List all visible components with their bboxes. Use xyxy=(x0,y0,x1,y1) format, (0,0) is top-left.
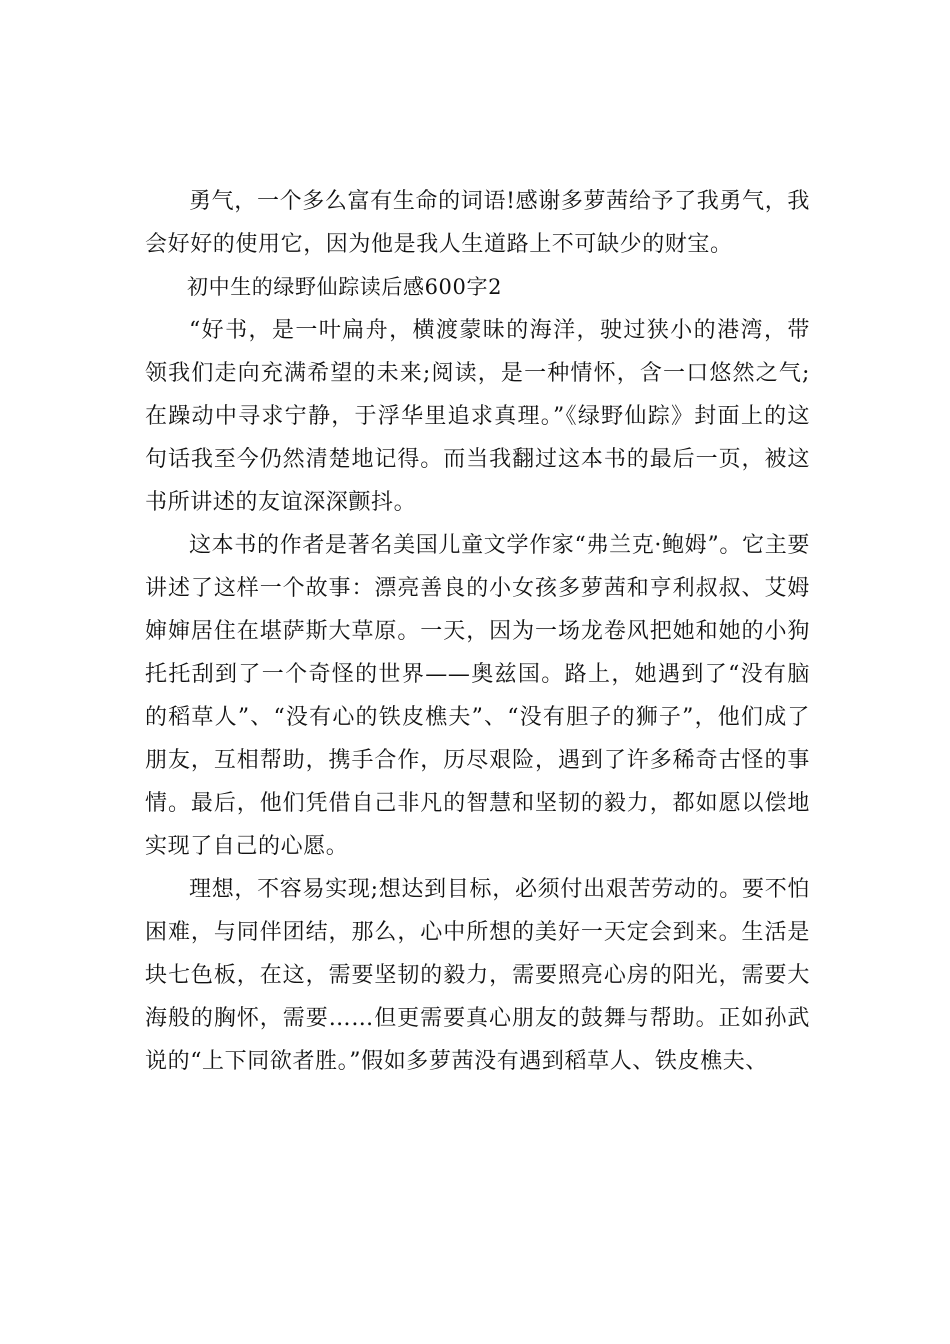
paragraph-book-quote: “好书，是一叶扁舟，横渡蒙昧的海洋，驶过狭小的港湾，带领我们走向充满希望的未来;阅读，是一种情怀，含一口悠然之气;在躁动中寻求宁静，于浮华里追求真理。”《绿野仙踪》封面上的这句话我至今仍然清楚地记得。而当我翻过这本书的最后一页，被这书所讲述的友谊深深颤抖。 xyxy=(145,318,810,515)
paragraph-courage: 勇气，一个多么富有生命的词语!感谢多萝茜给予了我勇气，我会好好的使用它，因为他是我人生道路上不可缺少的财宝。 xyxy=(145,189,810,257)
document-body xyxy=(145,180,810,1083)
paragraph-ideals: 理想，不容易实现;想达到目标，必须付出艰苦劳动的。要不怕困难，与同伴团结，那么，心中所想的美好一天定会到来。生活是块七色板，在这，需要坚韧的毅力，需要照亮心房的阳光，需要大海般的胸怀，需要……但更需要真心朋友的鼓舞与帮助。正如孙武说的“上下同欲者胜。”假如多萝茜没有遇到稻草人、铁皮樵夫、 xyxy=(145,877,810,1074)
paragraph-story-summary: 这本书的作者是著名美国儿童文学作家“弗兰克·鲍姆”。它主要讲述了这样一个故事：漂亮善良的小女孩多萝茜和亨利叔叔、艾姆婶婶居住在堪萨斯大草原。一天，因为一场龙卷风把她和她的小狗托托刮到了一个奇怪的世界——奥兹国。路上，她遇到了“没有脑的稻草人”、“没有心的铁皮樵夫”、“没有胆子的狮子”，他们成了朋友，互相帮助，携手合作，历尽艰险，遇到了许多稀奇古怪的事情。最后，他们凭借自己非凡的智慧和坚韧的毅力，都如愿以偿地实现了自己的心愿。 xyxy=(145,533,810,859)
essay-title: 初中生的绿野仙踪读后感600字2 xyxy=(187,275,503,299)
